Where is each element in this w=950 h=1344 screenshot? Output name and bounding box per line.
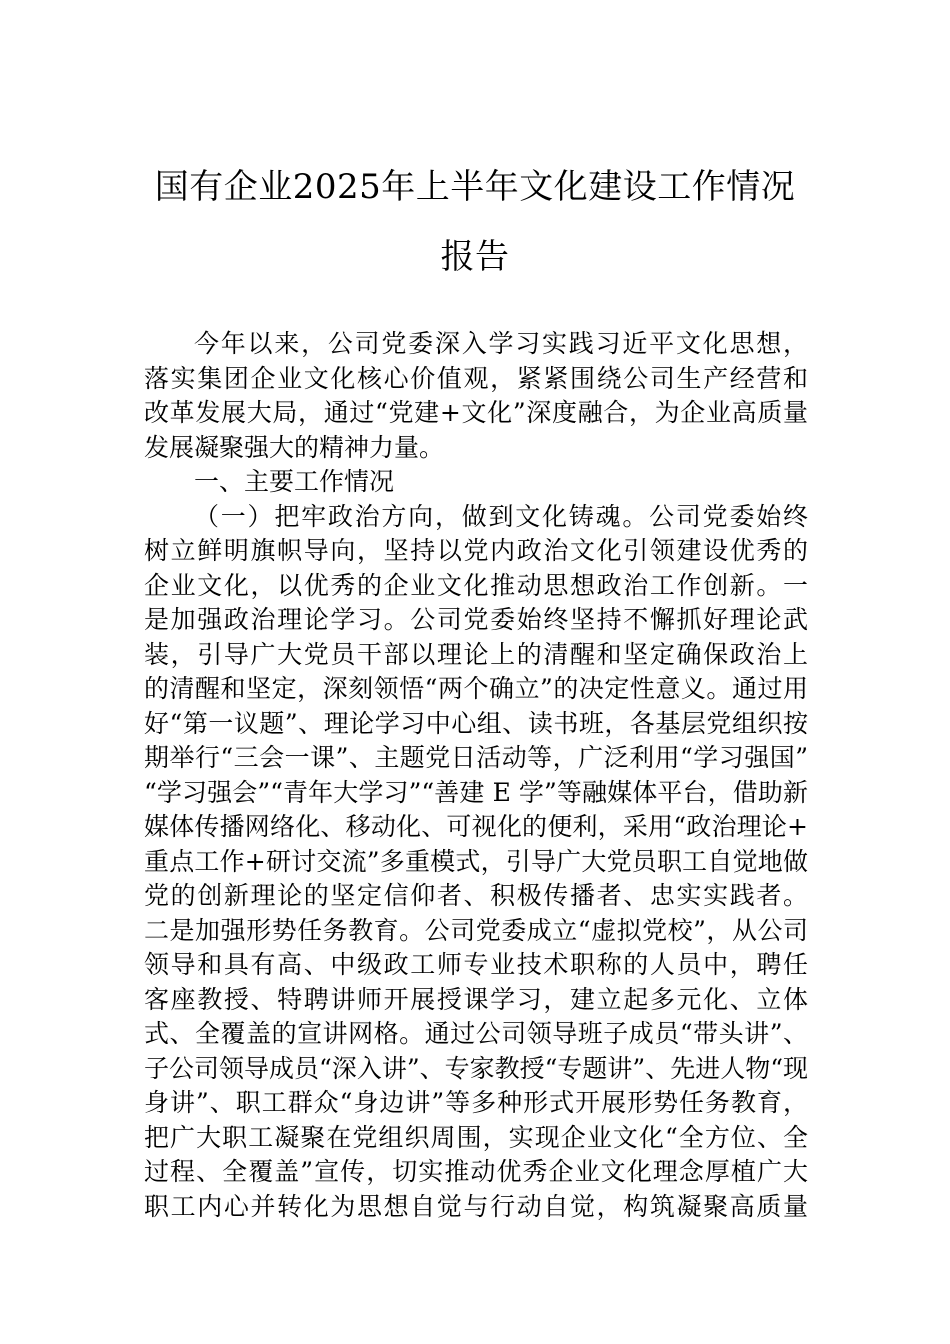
document-title-line-1: 国有企业2025年上半年文化建设工作情况 [154,167,796,207]
body-line-25: 过程、全覆盖”宣传，切实推动优秀企业文化理念厚植广大 [144,1157,808,1186]
body-line-11: 的清醒和坚定，深刻领悟“两个确立”的决定性意义。通过用 [144,674,808,703]
body-line-2: 落实集团企业文化核心价值观，紧紧围绕公司生产经营和 [144,363,808,393]
body-line-3: 改革发展大局，通过“党建+文化”深度融合，为企业高质量 [144,398,808,427]
body-line-12: 好“第一议题”、理论学习中心组、读书班，各基层党组织按 [144,708,808,738]
body-line-21: 式、全覆盖的宣讲网格。通过公司领导班子成员“带头讲”、 [144,1019,808,1048]
body-line-8: 企业文化，以优秀的企业文化推动思想政治工作创新。一 [144,570,808,600]
body-line-9: 是加强政治理论学习。公司党委始终坚持不懈抓好理论武 [144,605,808,634]
body-line-13: 期举行“三会一课”、主题党日活动等，广泛利用“学习强国” [144,743,808,772]
body-line-14: “学习强会”“青年大学习”“善建 E 学”等融媒体平台，借助新 [144,777,808,807]
section-heading-1: 一、主要工作情况 [194,467,395,496]
body-line-22: 子公司领导成员“深入讲”、专家教授“专题讲”、先进人物“现 [144,1053,808,1083]
body-line-1: 今年以来，公司党委深入学习实践习近平文化思想， [194,329,808,358]
body-line-26: 职工内心并转化为思想自觉与行动自觉，构筑凝聚高质量 [144,1191,808,1221]
body-line-4: 发展凝聚强大的精神力量。 [144,432,445,462]
body-line-17: 党的创新理论的坚定信仰者、积极传播者、忠实实践者。 [144,881,808,910]
body-line-24: 把广大职工凝聚在党组织周围，实现企业文化“全方位、全 [144,1122,808,1152]
document-body [144,327,808,1224]
body-line-20: 客座教授、特聘讲师开展授课学习，建立起多元化、立体 [144,984,808,1014]
body-line-6: （一）把牢政治方向，做到文化铸魂。公司党委始终 [194,501,808,531]
body-line-7: 树立鲜明旗帜导向，坚持以党内政治文化引领建设优秀的 [144,536,808,565]
body-line-19: 领导和具有高、中级政工师专业技术职称的人员中，聘任 [144,950,808,979]
body-line-16: 重点工作+研讨交流”多重模式，引导广大党员职工自觉地做 [144,846,808,876]
body-line-18: 二是加强形势任务教育。公司党委成立“虚拟党校”，从公司 [144,915,808,945]
body-line-15: 媒体传播网络化、移动化、可视化的便利，采用“政治理论+ [144,812,808,841]
body-line-10: 装，引导广大党员干部以理论上的清醒和坚定确保政治上 [144,639,808,669]
body-line-23: 身讲”、职工群众“身边讲”等多种形式开展形势任务教育， [144,1088,808,1117]
document-title-line-2: 报告 [440,237,510,277]
